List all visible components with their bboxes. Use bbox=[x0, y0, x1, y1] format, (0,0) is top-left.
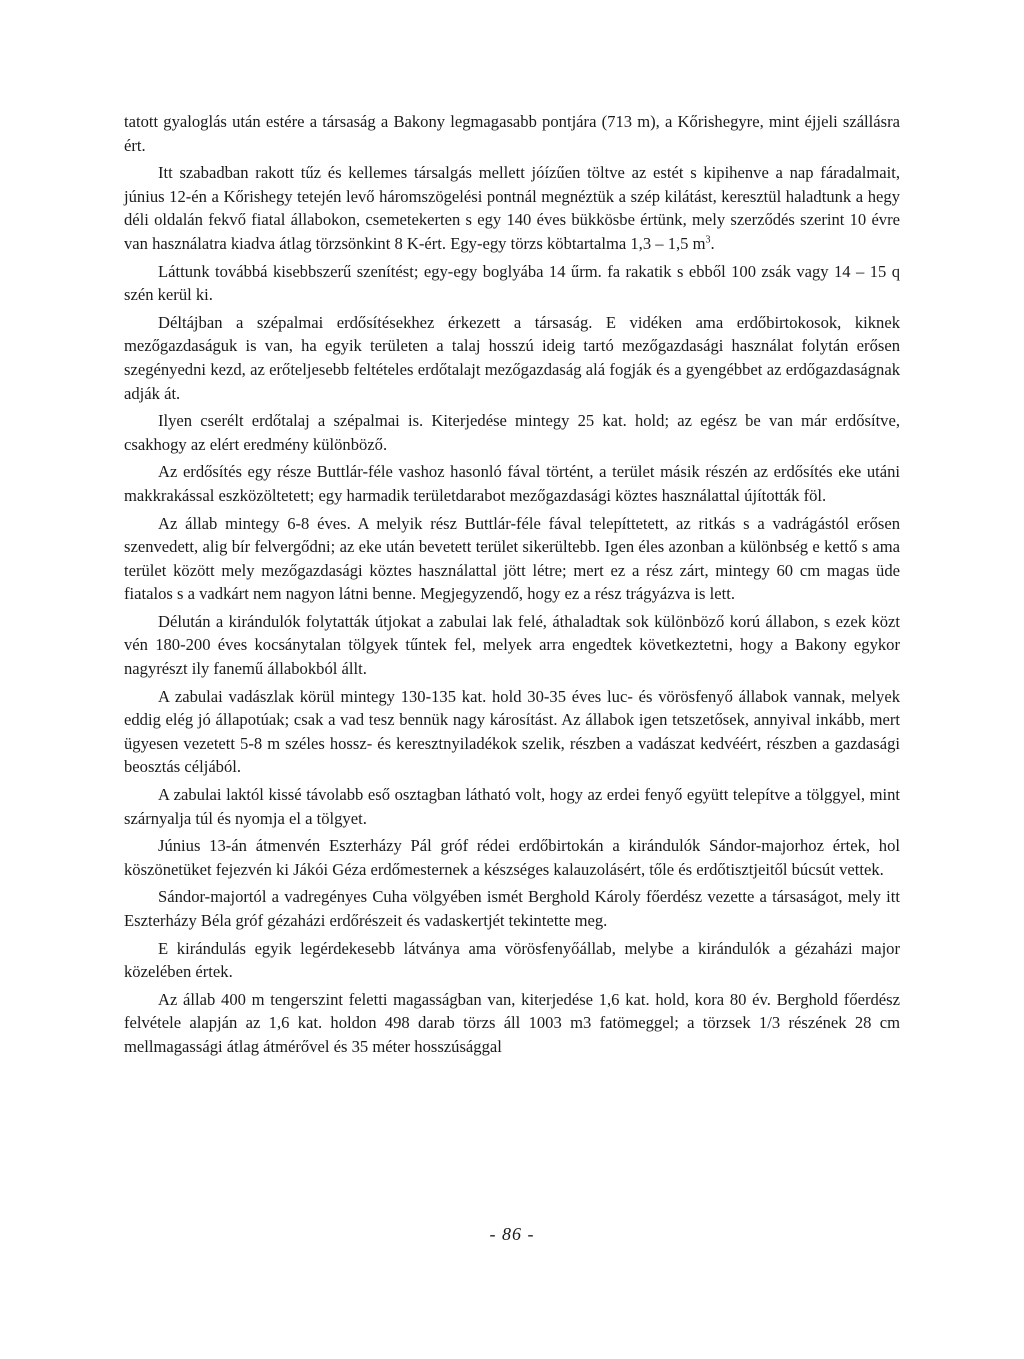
paragraph-12 bbox=[124, 885, 900, 932]
paragraph-7-text: Az állab mintegy 6-8 éves. A melyik rész Buttlár-féle fával telepíttetett, az ritkás s a vadrágástól erősen szenvedett, alig bír felvergődni; az eke után bevetett terület sikerültebb. Igen éles azonban a különbség e kettő s ama terület között mely mezőgazdasági köztes használattal jött létre; mert ez a rész zárt, mintegy 60 cm magas üde fiatalos s a vadkárt nem nagyon látni benne. Megjegyzendő, hogy ez a rész trágyázva is lett. bbox=[124, 513, 900, 604]
paragraph-13-text: E kirándulás egyik legérdekesebb látványa ama vörösfenyőállab, melybe a kirándulók a gézaházi major közelében értek. bbox=[124, 938, 900, 982]
paragraph-5 bbox=[124, 409, 900, 456]
page-body bbox=[124, 110, 900, 1063]
paragraph-3-text: Láttunk továbbá kisebbszerű szenítést; egy-egy boglyába 14 űrm. fa rakatik s ebből 100 zsák vagy 14 – 15 q szén kerül ki. bbox=[124, 261, 900, 305]
paragraph-5-text: Ilyen cserélt erdőtalaj a szépalmai is. Kiterjedése mintegy 25 kat. hold; az egész be van már erdősítve, csakhogy az elért eredmény különböző. bbox=[124, 411, 900, 454]
paragraph-2-end: . bbox=[710, 233, 715, 253]
paragraph-2 bbox=[124, 161, 900, 255]
paragraph-9 bbox=[124, 685, 900, 779]
paragraph-11 bbox=[124, 834, 900, 881]
paragraph-2-text: Itt szabadban rakott tűz és kellemes társalgás mellett jóízűen töltve az estét s kipihenve a nap fáradalmait, június 12-én a Kőrishegy tetején levő háromszögelési pontnál megnéztük a szép kilátást, keresztül haladtunk a hegy déli oldalán fekvő fiatal állabokon, csemetekerten s egy 140 éves bükkösbe értünk, mely szerződés szerint 10 évre van használatra kiadva átlag törzsönkint 8 K-ért. Egy-egy törzs köbtartalma 1,3 – 1,5 m bbox=[124, 163, 900, 253]
paragraph-13 bbox=[124, 937, 900, 984]
paragraph-9-text: A zabulai vadászlak körül mintegy 130-135 kat. hold 30-35 éves luc- és vörösfenyő állabok vannak, melyek eddig elég jó állapotúak; csak a vad tesz bennük nagy károsítást. Az állabok igen tetszetősek, annyival inkább, mert ügyesen vezetett 5-8 m széles hossz- és keresztnyiladékok szelik, részben a vadászat kedvéért, részben a gazdasági beosztás céljából. bbox=[124, 686, 900, 777]
paragraph-10 bbox=[124, 783, 900, 830]
paragraph-7 bbox=[124, 512, 900, 606]
paragraph-1-text: tatott gyaloglás után estére a társaság a Bakony legmagasabb pontjára (713 m), a Kőrishegyre, mint éjjeli szállásra ért. bbox=[124, 112, 900, 155]
paragraph-12-text: Sándor-majortól a vadregényes Cuha völgyében ismét Berghold Károly főerdész vezette a társaságot, mely itt Eszterházy Béla gróf gézaházi erdőrészeit és vadaskertjét tekintette meg. bbox=[124, 887, 900, 930]
paragraph-10-text: A zabulai laktól kissé távolabb eső osztagban látható volt, hogy az erdei fenyő együtt telepítve a tölggyel, mint szárnyalja túl és nyomja el a tölgyet. bbox=[124, 785, 900, 828]
paragraph-6-text: Az erdősítés egy része Buttlár-féle vashoz hasonló fával történt, a terület másik részén az erdősítés eke utáni makkrakással eszközöltetett; egy harmadik területdarabot mezőgazdasági köztes használattal újították föl. bbox=[124, 462, 900, 505]
paragraph-11-text: Június 13-án átmenvén Eszterházy Pál gróf rédei erdőbirtokán a kirándulók Sándor-majorhoz értek, hol köszönetüket fejezvén ki Jákói Géza erdőmesternek a készséges kalauzolásért, tőle és erdőtisztjeitől búcsút vettek. bbox=[124, 836, 900, 879]
paragraph-4 bbox=[124, 311, 900, 405]
paragraph-8 bbox=[124, 610, 900, 681]
paragraph-4-text: Déltájban a szépalmai erdősítésekhez érkezett a társaság. E vidéken ama erdőbirtokosok, kiknek mezőgazdaságuk is van, ha egyik területen a talaj hosszú ideig tartó mezőgazdasági használat folytán erősen szegényedni kezd, az erőteljesebb feltételes erdőtalajt mezőgazdaság alá fogják és a gyengébbet az erdőgazdaságnak adják át. bbox=[124, 312, 900, 403]
paragraph-14 bbox=[124, 988, 900, 1059]
paragraph-1 bbox=[124, 110, 900, 157]
paragraph-3 bbox=[124, 260, 900, 307]
page-number: - 86 - bbox=[489, 1224, 535, 1244]
paragraph-8-text: Délután a kirándulók folytatták útjokat a zabulai lak felé, áthaladtak sok különböző korú állabon, s ezek közt vén 180-200 éves kocsánytalan tölgyek tűntek fel, melyek arra engedtek következtetni, hogy a Bakony egykor nagyrészt ily fanemű állabokból állt. bbox=[124, 611, 900, 679]
superscript-cubic: 3 bbox=[705, 234, 711, 246]
paragraph-6 bbox=[124, 460, 900, 507]
paragraph-14-text: Az állab 400 m tengerszint feletti magasságban van, kiterjedése 1,6 kat. hold, kora 80 év. Berghold főerdész felvétele alapján az 1,6 kat. holdon 498 darab törzs áll 1003 m3 fatömeggel; a törzsek 1/3 részének 28 cm mellmagassági átlag átmérővel és 35 méter hosszúsággal bbox=[124, 989, 900, 1056]
